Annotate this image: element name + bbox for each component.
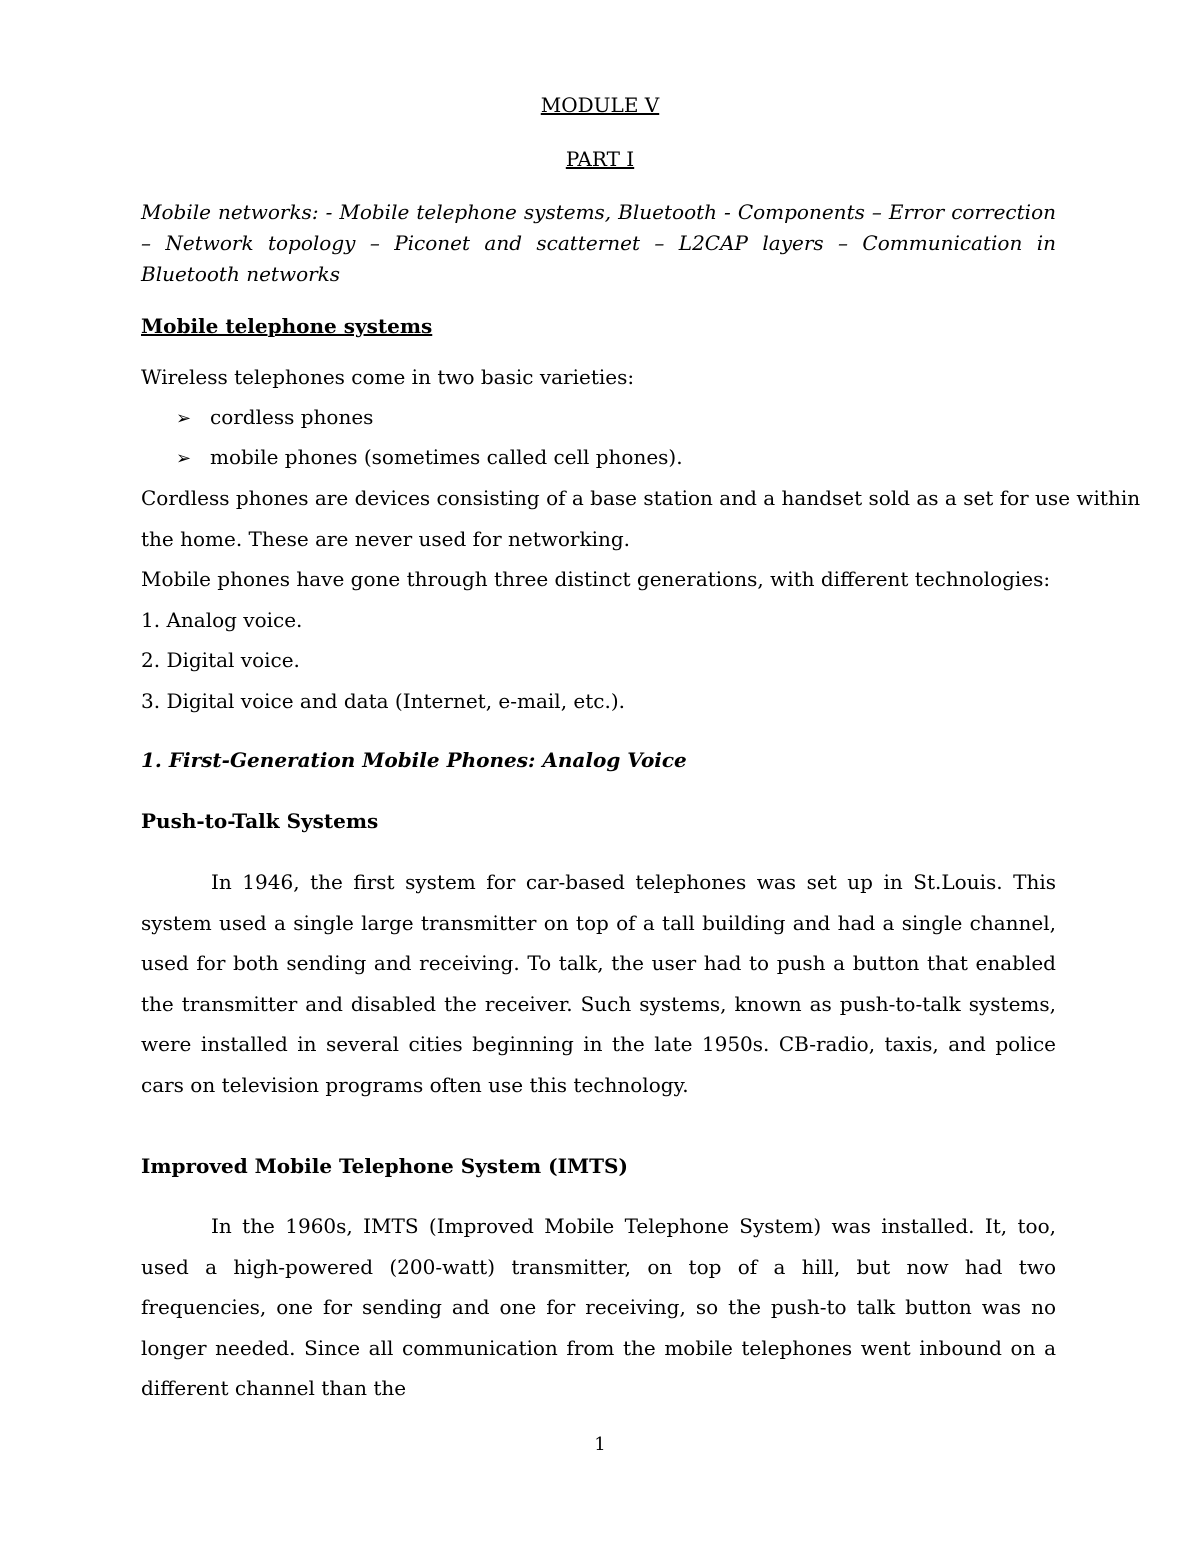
arrow-bullet-icon: ➢: [176, 408, 192, 429]
ptt-paragraph: In 1946, the first system for car-based telephones was set up in St.Louis. This system used a single large transmitter on top of a tall building and had a single channel, used for both sending and receiving. To talk, the user had to push a button that enabled the transmitter and disabled the receiver. Such systems, known as push-to-talk systems, were installed in several cities beginning in the late 1950s. CB-radio, taxis, and police cars on television programs often use this technology.: [141, 870, 1056, 1097]
section-heading: Mobile telephone systems: [141, 314, 433, 338]
bullet-item: [176, 405, 373, 431]
module-title: MODULE V: [540, 93, 660, 117]
syllabus-topics: Mobile networks: - Mobile telephone systems, Bluetooth - Components – Error correction – Network topology – Piconet and scatternet – L2CAP layers – Communication in Bluetooth networks: [141, 200, 1056, 286]
cordless-line: the home. These are never used for networking.: [141, 527, 631, 551]
cordless-line: Cordless phones are devices consisting of a base station and a handset sold as a set for use within: [141, 486, 1141, 510]
first-gen-heading: 1. First-Generation Mobile Phones: Analog Voice: [141, 748, 687, 772]
generation-item: 1. Analog voice.: [141, 608, 303, 632]
bullet-text: mobile phones (sometimes called cell phones).: [210, 445, 683, 469]
generations-intro: Mobile phones have gone through three distinct generations, with different technologies:: [141, 567, 1051, 591]
ptt-heading: Push-to-Talk Systems: [141, 809, 379, 833]
part-title: PART I: [565, 147, 635, 171]
page-number: 1: [594, 1434, 606, 1455]
bullet-item: [176, 445, 683, 471]
imts-paragraph: In the 1960s, IMTS (Improved Mobile Telephone System) was installed. It, too, used a high-powered (200-watt) transmitter, on top of a hill, but now had two frequencies, one for sending and one for receiving, so the push-to talk button was no longer needed. Since all communication from the mobile telephones went inbound on a different channel than the: [141, 1214, 1056, 1401]
arrow-bullet-icon: ➢: [176, 448, 192, 469]
generation-item: 2. Digital voice.: [141, 648, 300, 672]
intro-line: Wireless telephones come in two basic varieties:: [141, 365, 635, 389]
bullet-text: cordless phones: [210, 405, 374, 429]
generation-item: 3. Digital voice and data (Internet, e-mail, etc.).: [141, 689, 625, 713]
imts-heading: Improved Mobile Telephone System (IMTS): [141, 1154, 628, 1178]
